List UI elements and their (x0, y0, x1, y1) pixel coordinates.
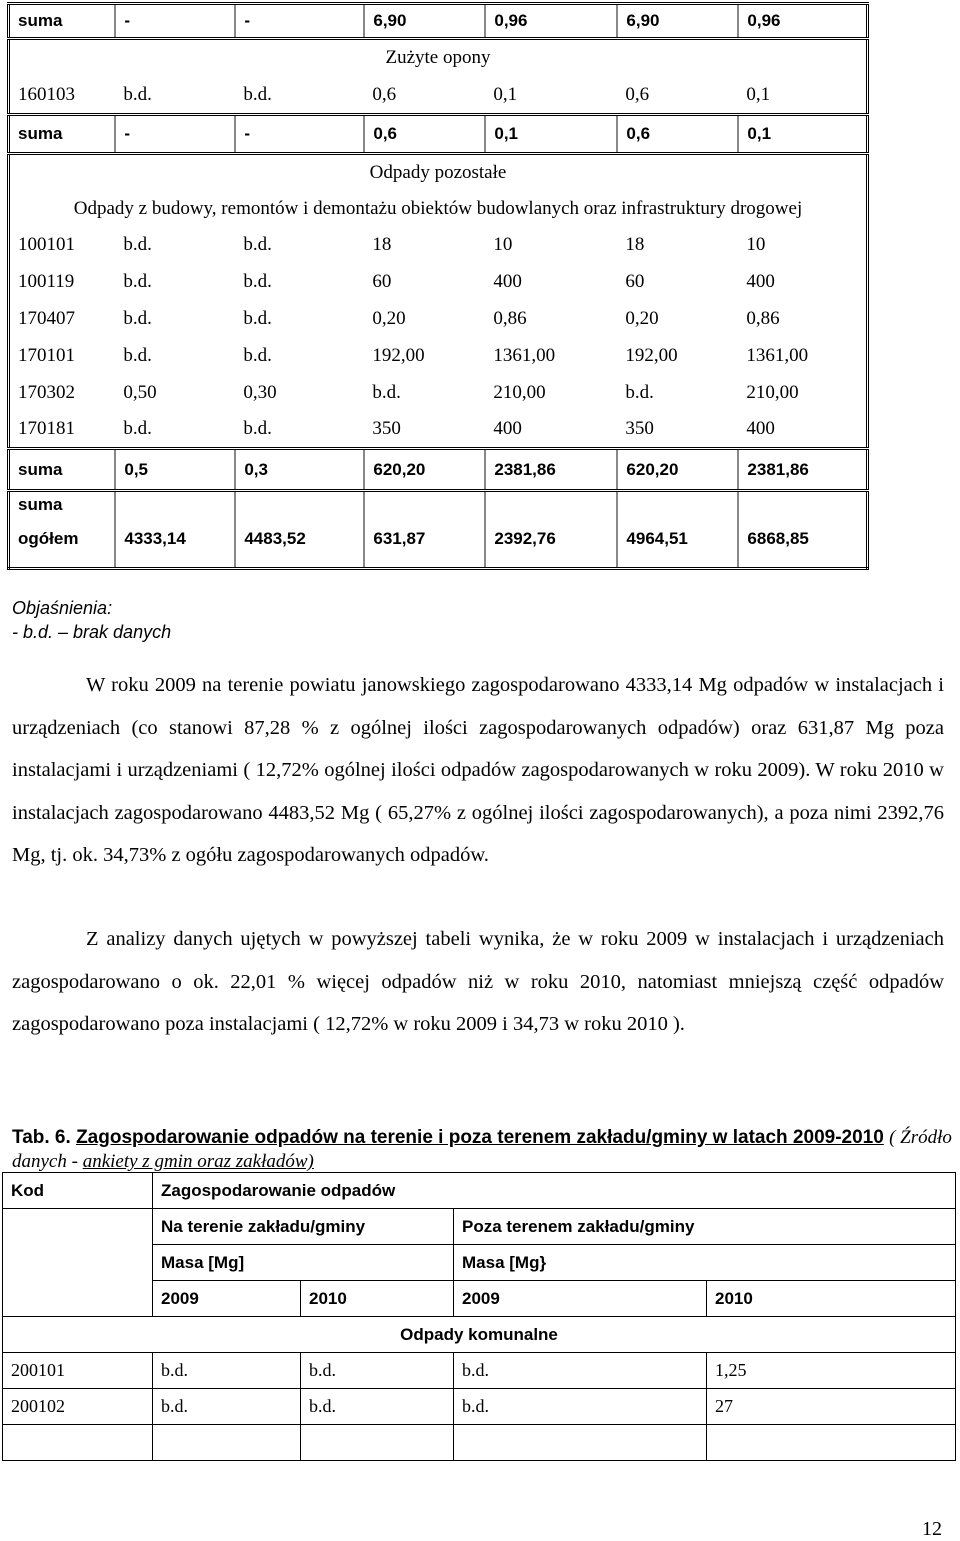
cell: 10 (746, 234, 766, 255)
cell: b.d. (123, 308, 152, 329)
waste-table-continued (7, 2, 869, 570)
cell: b.d. (123, 271, 152, 292)
row-code: 170302 (18, 382, 75, 403)
cell: 350 (625, 418, 654, 440)
total-cell: 2392,76 (485, 491, 617, 569)
table-row (9, 301, 868, 338)
cell: 0,3 (235, 449, 364, 491)
management-header: Zagospodarowanie odpadów (153, 1173, 956, 1209)
year-header: 2010 (301, 1281, 454, 1317)
cell: 400 (493, 271, 522, 292)
cell: b.d. (243, 83, 272, 105)
cell: 60 (372, 271, 392, 292)
cell: 0,86 (493, 308, 527, 329)
off-site-header: Poza terenem zakładu/gminy (454, 1209, 956, 1245)
table-prefix: Tab. 6. (12, 1127, 71, 1148)
cell: 0,6 (372, 83, 397, 105)
total-cell: 4333,14 (115, 491, 235, 569)
table-row (9, 77, 868, 115)
total-row (9, 491, 868, 569)
row-code: 100101 (18, 234, 75, 255)
cell (153, 1425, 301, 1461)
row-code: 170181 (18, 418, 75, 440)
notes-bd: - b.d. – brak danych (12, 622, 172, 642)
cell: b.d. (123, 83, 152, 105)
cell: 192,00 (625, 345, 678, 366)
cell: - (115, 115, 235, 154)
total-cell: 4483,52 (235, 491, 364, 569)
cell: b.d. (123, 234, 152, 255)
section-row (3, 1317, 956, 1353)
table-row (9, 39, 868, 77)
mass-off-header: Masa [Mg} (454, 1245, 956, 1281)
table-title: Zagospodarowanie odpadów na terenie i poza terenem zakładu/gminy w latach 2009-2010 (76, 1127, 884, 1148)
cell: 18 (372, 234, 392, 255)
cell: 6,90 (364, 4, 485, 39)
section-municipal: Odpady komunalne (3, 1317, 956, 1353)
cell (707, 1425, 956, 1461)
cell: 620,20 (364, 449, 485, 491)
cell: 0,1 (485, 115, 617, 154)
cell: 0,1 (738, 115, 867, 154)
paragraph-analysis: Z analizy danych ujętych w powyższej tabeli wynika, że w roku 2009 w instalacjach i urządzeniach zagospodarowano o ok. 22,01 % więcej odpadów niż w roku 2010, natomiast mniejszą część odpadów zagospodarowano poza instalacjami ( 12,72% w roku 2009 i 34,73 w roku 2010 ). (12, 928, 944, 1035)
table-row (9, 412, 868, 449)
cell: b.d. (454, 1353, 707, 1389)
section-header: Odpady pozostałe (369, 162, 507, 184)
table-row (9, 227, 868, 264)
table-row (9, 115, 868, 154)
cell: 400 (746, 418, 775, 440)
cell (3, 1425, 153, 1461)
cell: 620,20 (617, 449, 738, 491)
table-row (9, 192, 868, 227)
section-header: Zużyte opony (385, 47, 491, 69)
cell: 192,00 (372, 345, 425, 366)
table-row (9, 4, 868, 39)
cell: b.d. (153, 1389, 301, 1425)
cell: 210,00 (493, 382, 546, 403)
total-label-line2: ogółem (18, 529, 79, 548)
kod-header: Kod (3, 1173, 153, 1209)
cell: 0,96 (738, 4, 867, 39)
cell: 0,1 (746, 83, 771, 105)
cell: 27 (707, 1389, 956, 1425)
cell: b.d. (243, 271, 272, 292)
table-row (9, 154, 868, 192)
mass-on-header: Masa [Mg] (153, 1245, 454, 1281)
cell: b.d. (372, 382, 401, 403)
cell: 1361,00 (493, 345, 556, 366)
source-open: ( (889, 1127, 896, 1148)
total-label (9, 491, 116, 569)
table-row (9, 449, 868, 491)
cell: 200101 (3, 1353, 153, 1389)
cell: 0,86 (746, 308, 780, 329)
cell: 400 (746, 271, 775, 292)
cell: 6,90 (617, 4, 738, 39)
cell: 60 (625, 271, 645, 292)
row-code: 170407 (18, 308, 75, 329)
table-row (9, 264, 868, 301)
kod-blank (3, 1209, 153, 1317)
cell: 18 (625, 234, 645, 255)
total-label-line1: suma (18, 495, 63, 514)
cell: 350 (372, 418, 401, 440)
cell: 0,6 (625, 83, 650, 105)
cell: 0,20 (372, 308, 406, 329)
cell: b.d. (153, 1353, 301, 1389)
year-header: 2010 (707, 1281, 956, 1317)
source-label: Źródło danych - (12, 1127, 952, 1172)
site-row (3, 1209, 956, 1245)
cell: 2381,86 (738, 449, 867, 491)
row-code: suma (9, 449, 116, 491)
cell: 210,00 (746, 382, 799, 403)
table-row-empty (3, 1425, 956, 1461)
table-row (9, 375, 868, 412)
cell: - (235, 4, 364, 39)
cell: b.d. (243, 418, 272, 440)
cell: 200102 (3, 1389, 153, 1425)
source-text: ankiety z gmin oraz zakładów) (82, 1151, 314, 1172)
total-cell: 6868,85 (738, 491, 867, 569)
section-header: Odpady z budowy, remontów i demontażu obiektów budowlanych oraz infrastruktury drogowej (73, 198, 803, 219)
cell: b.d. (123, 418, 152, 440)
cell: b.d. (454, 1389, 707, 1425)
cell: b.d. (243, 308, 272, 329)
cell: 0,50 (123, 382, 157, 403)
year-header: 2009 (454, 1281, 707, 1317)
page-number: 12 (922, 1518, 942, 1540)
paragraph-summary: W roku 2009 na terenie powiatu janowskiego zagospodarowano 4333,14 Mg odpadów w instalacjach i urządzeniach (co stanowi 87,28 % z ogólnej ilości zagospodarowanych odpadów) oraz 631,87 Mg poza instalacjami i urządzeniami ( 12,72% ogólnej ilości odpadów zagospodarowanych w roku 2009). W roku 2010 w instalacjach zagospodarowano 4483,52 Mg ( 65,27% z ogólnej ilości zagospodarowanych), a poza nimi 2392,76 Mg, tj. ok. 34,73% z ogółu zagospodarowanych odpadów. (12, 674, 944, 866)
cell: 0,5 (115, 449, 235, 491)
cell: 0,6 (364, 115, 485, 154)
cell: b.d. (625, 382, 654, 403)
cell: 0,6 (617, 115, 738, 154)
cell: 1,25 (707, 1353, 956, 1389)
cell: b.d. (301, 1353, 454, 1389)
cell: - (235, 115, 364, 154)
notes-title: Objaśnienia: (12, 598, 113, 618)
table-row (3, 1353, 956, 1389)
cell: - (115, 4, 235, 39)
on-site-header: Na terenie zakładu/gminy (153, 1209, 454, 1245)
row-code: suma (9, 4, 116, 39)
cell: b.d. (243, 345, 272, 366)
cell: 1361,00 (746, 345, 809, 366)
cell: b.d. (243, 234, 272, 255)
management-table (2, 1172, 956, 1461)
row-code: suma (9, 115, 116, 154)
row-code: 100119 (18, 271, 75, 292)
cell: 2381,86 (485, 449, 617, 491)
cell: b.d. (123, 345, 152, 366)
cell: b.d. (301, 1389, 454, 1425)
table-row (9, 338, 868, 375)
cell: 400 (493, 418, 522, 440)
cell: 0,20 (625, 308, 659, 329)
cell: 0,30 (243, 382, 277, 403)
total-cell: 631,87 (364, 491, 485, 569)
table-row (3, 1389, 956, 1425)
cell: 0,1 (493, 83, 518, 105)
cell (454, 1425, 707, 1461)
cell: 0,96 (485, 4, 617, 39)
table-heading (12, 1126, 952, 1174)
header-row (3, 1173, 956, 1209)
row-code: 160103 (18, 83, 75, 105)
year-header: 2009 (153, 1281, 301, 1317)
total-cell: 4964,51 (617, 491, 738, 569)
row-code: 170101 (18, 345, 75, 366)
cell: 10 (493, 234, 513, 255)
cell (301, 1425, 454, 1461)
